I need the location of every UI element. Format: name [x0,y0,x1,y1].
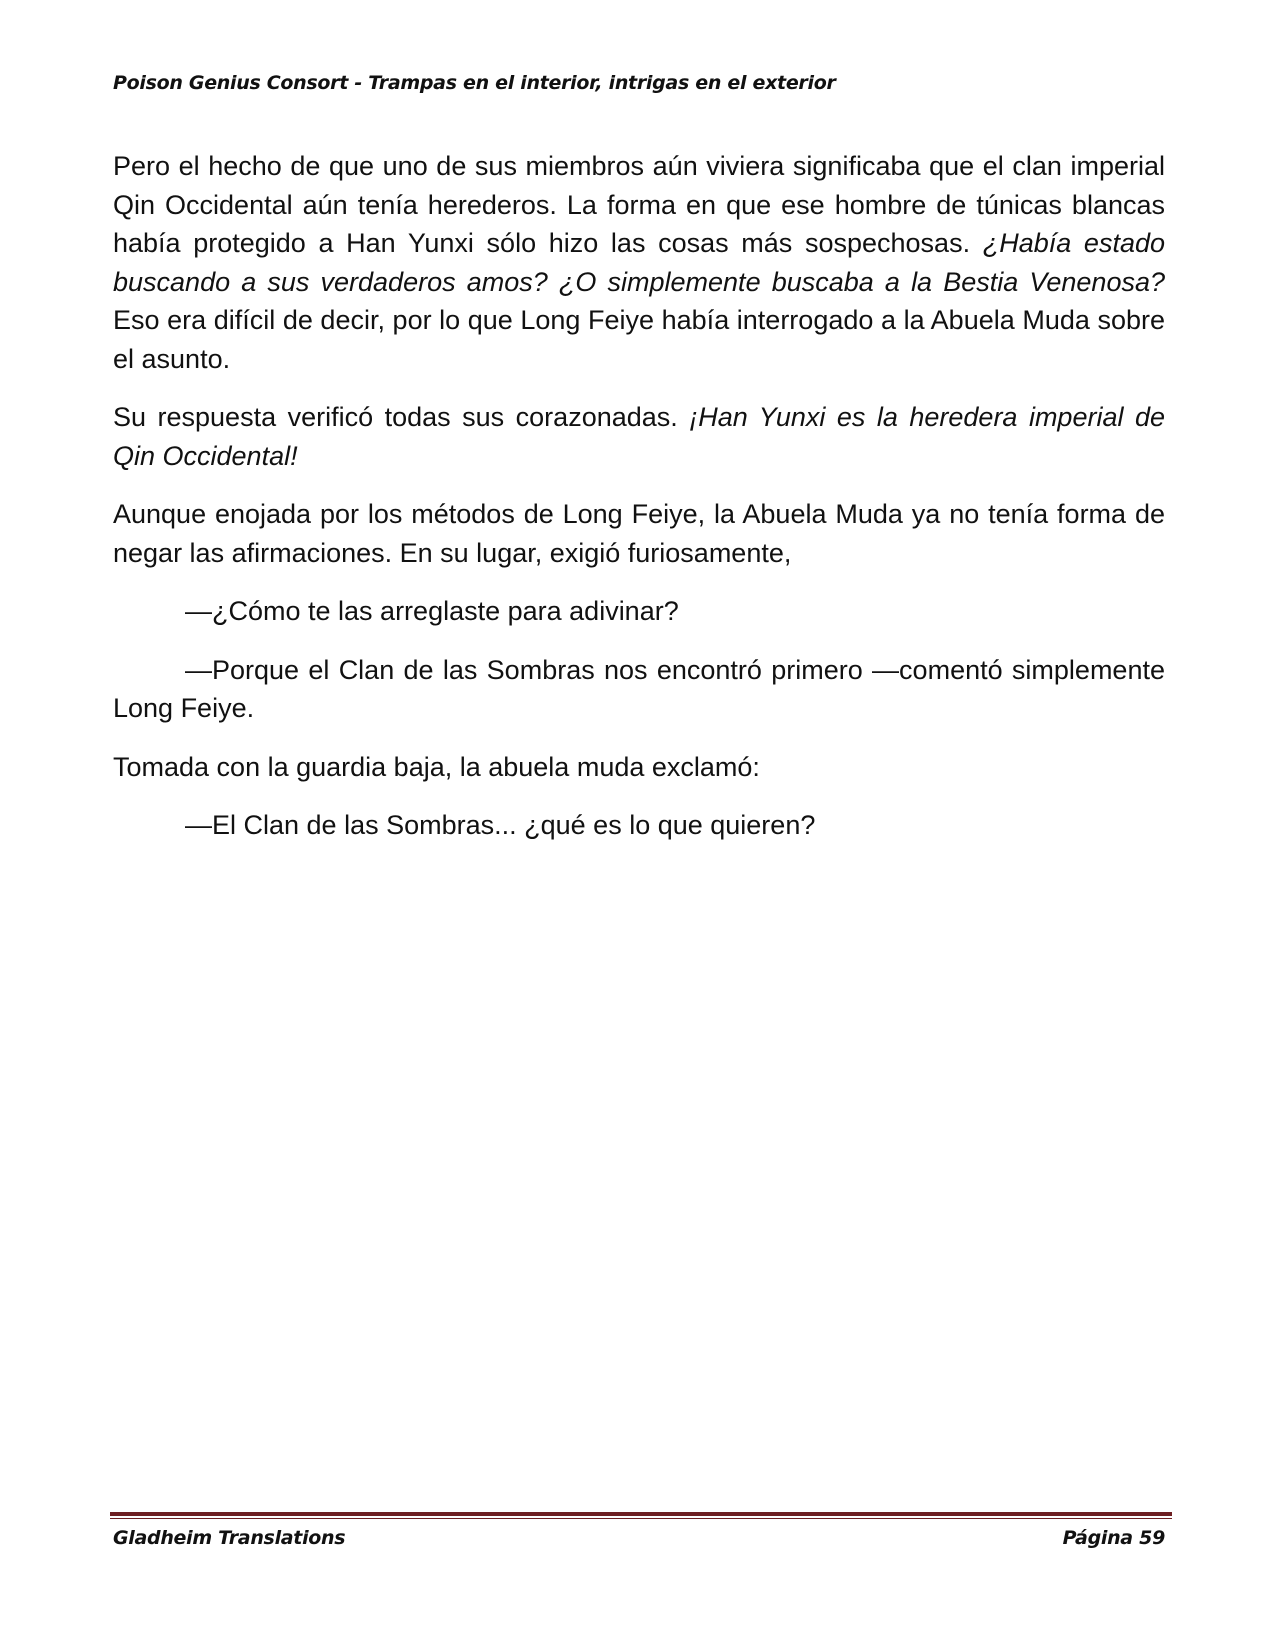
paragraph-6: Tomada con la guardia baja, la abuela muda exclamó: [113,751,760,782]
footer-divider [110,1512,1172,1519]
paragraph-2-text-a: Su respuesta verificó todas sus corazonadas. [113,402,690,432]
paragraph-1 [113,147,1165,378]
page-header-title: Poison Genius Consort - Trampas en el interior, intrigas en el exterior [113,72,836,94]
footer-divider-thin [110,1518,1172,1519]
paragraph-1-text-a: Pero el hecho de que uno de sus miembros aún viviera significaba que el clan imperial Qin Occidental aún tenía herederos. La forma en que ese hombre de túnicas blancas había protegido a Han Yunxi sólo hizo las cosas más sospechosas. [113,151,1165,258]
paragraph-3: Aunque enojada por los métodos de Long Feiye, la Abuela Muda ya no tenía forma de negar las afirmaciones. En su lugar, exigió furiosamente, [113,499,1165,568]
paragraph-2 [113,398,1165,475]
footer-page-number: Página 59 [1062,1527,1165,1549]
dialogue-line-2: —Porque el Clan de las Sombras nos encontró primero —comentó simplemente Long Feiye. [113,654,1165,723]
document-body [113,147,1165,865]
dialogue-line-3: —El Clan de las Sombras... ¿qué es lo que quieren? [185,810,816,840]
paragraph-1-italic: ¿Había estado buscando a sus verdaderos amos? ¿O simplemente buscaba a la Bestia Venenosa? [113,228,1166,297]
paragraph-1-text-b: Eso era difícil de decir, por lo que Long Feiye había interrogado a la Abuela Muda sobre el asunto. [113,305,1165,374]
paragraph-2-italic: ¡Han Yunxi es la heredera imperial de Qin Occidental! [113,402,1165,471]
footer-publisher: Gladheim Translations [113,1527,346,1549]
dialogue-line-1: —¿Cómo te las arreglaste para adivinar? [185,596,679,626]
